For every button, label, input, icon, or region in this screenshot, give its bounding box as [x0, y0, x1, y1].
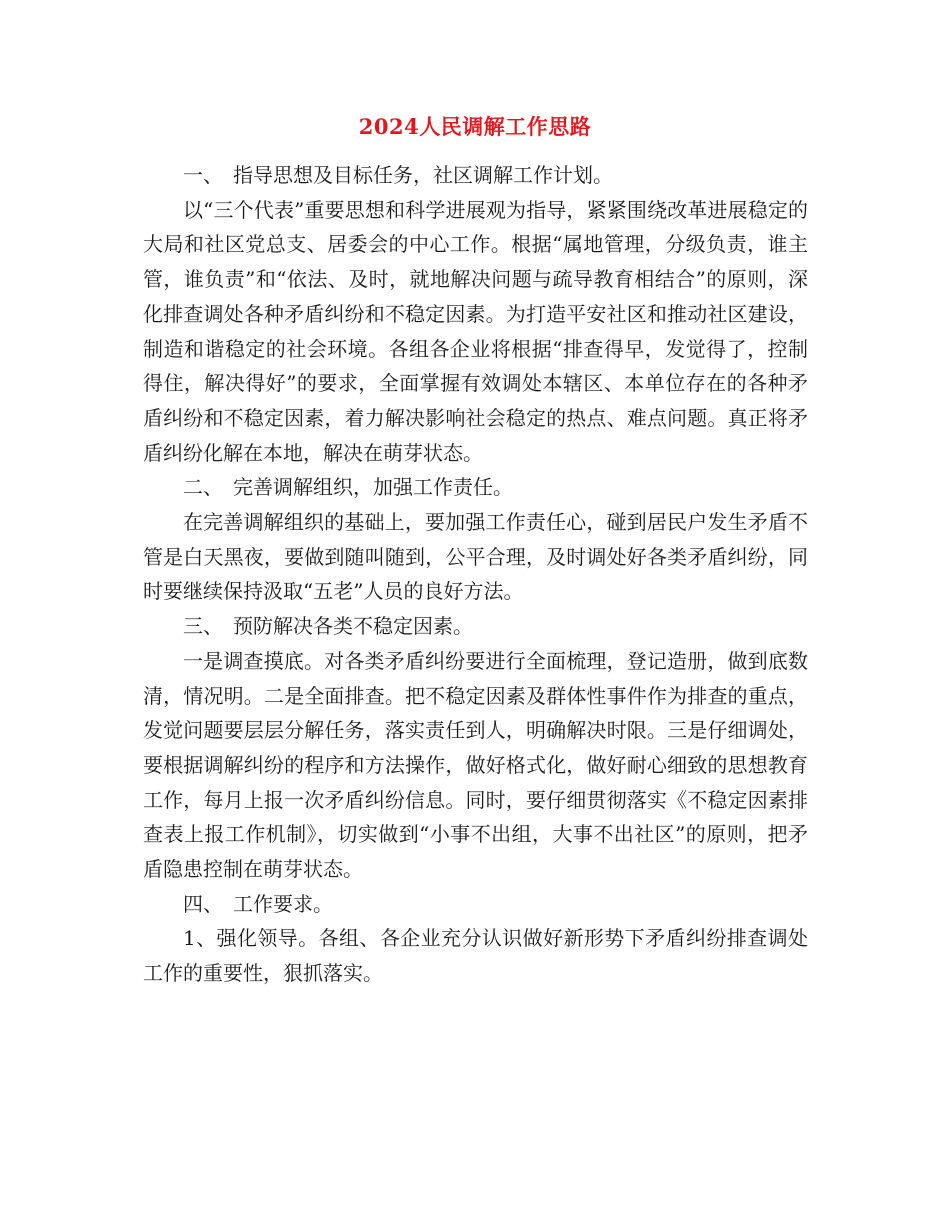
- heading-3: 三、 预防解决各类不稳定因素。: [183, 614, 473, 639]
- paragraph-4: 1、强化领导。各组、各企业充分认识做好新形势下矛盾纠纷排查调处工作的重要性，狠抓落实。: [143, 926, 808, 986]
- paragraph-1: 以“三个代表”重要思想和科学进展观为指导，紧紧围绕改革进展稳定的大局和社区党总支、居委会的中心工作。根据“属地管理，分级负责，谁主管，谁负责”和“依法、及时，就地解决问题与疏导教育相结合”的原则，深化排查调处各种矛盾纠纷和不稳定因素。为打造平安社区和推动社区建设，制造和谐稳定的社会环境。各组各企业将根据“排查得早，发觉得了，控制得住，解决得好”的要求，全面掌握有效调处本辖区、本单位存在的各种矛盾纠纷和不稳定因素，着力解决影响社会稳定的热点、难点问题。真正将矛盾纠纷化解在本地，解决在萌芽状态。: [143, 197, 808, 465]
- document-title: 2024人民调解工作思路: [358, 114, 592, 139]
- heading-2: 二、 完善调解组织，加强工作责任。: [183, 475, 513, 500]
- paragraph-3: 一是调查摸底。对各类矛盾纠纷要进行全面梳理，登记造册，做到底数清，情况明。二是全面排查。把不稳定因素及群体性事件作为排查的重点，发觉问题要层层分解任务，落实责任到人，明确解决时限。三是仔细调处，要根据调解纠纷的程序和方法操作，做好格式化，做好耐心细致的思想教育工作，每月上报一次矛盾纠纷信息。同时，要仔细贯彻落实《不稳定因素排查表上报工作机制》，切实做到“小事不出组，大事不出社区”的原则，把矛盾隐患控制在萌芽状态。: [143, 648, 808, 882]
- heading-4: 四、 工作要求。: [183, 891, 333, 916]
- heading-1: 一、 指导思想及目标任务，社区调解工作计划。: [183, 163, 613, 187]
- document-body: [143, 158, 808, 991]
- paragraph-2: 在完善调解组织的基础上，要加强工作责任心，碰到居民户发生矛盾不管是白天黑夜，要做到随叫随到，公平合理，及时调处好各类矛盾纠纷，同时要继续保持汲取“五老”人员的良好方法。: [143, 510, 808, 604]
